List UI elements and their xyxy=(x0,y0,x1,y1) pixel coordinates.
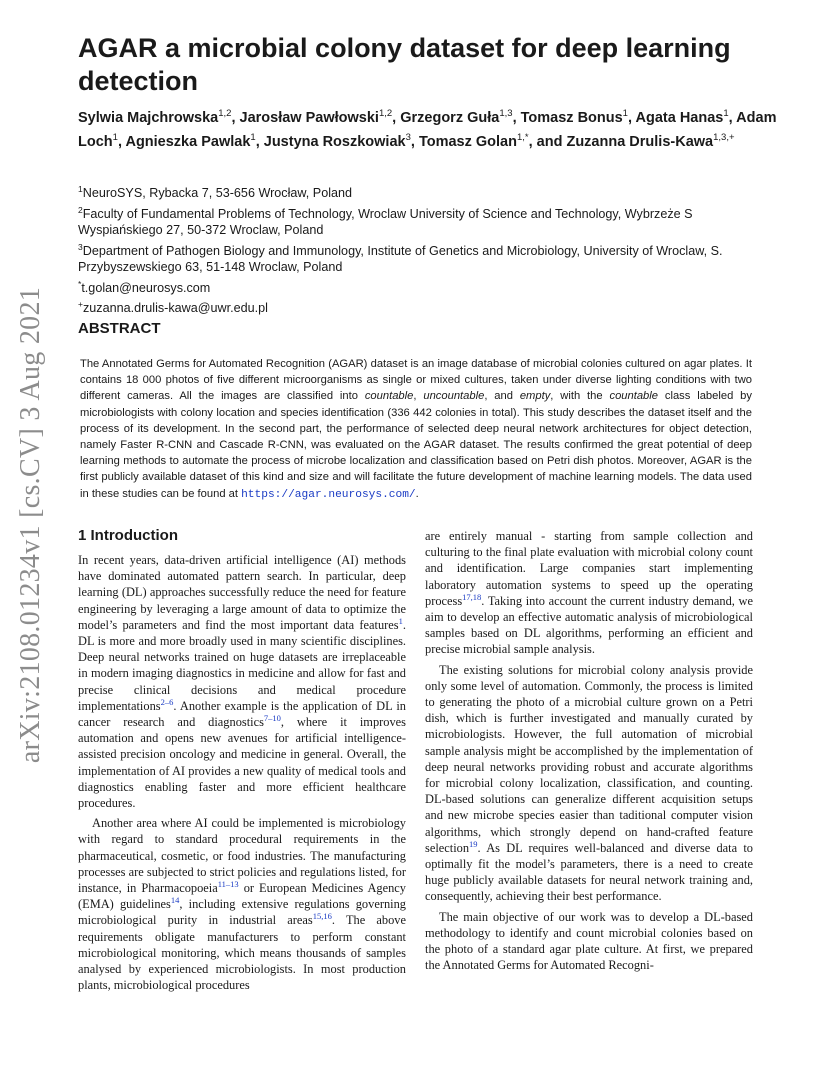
author-separator: , xyxy=(627,109,636,126)
body-text: are entirely manual - starting from sample collection and culturing to the final plate evaluation with microbial colony count and identification. Large companies start implementing laboratory automation systems to speed up the operating process xyxy=(425,529,753,608)
citation-link[interactable]: 19 xyxy=(469,838,478,849)
author-name: Grzegorz Guła xyxy=(400,109,500,126)
author-affiliation-marks: 3 xyxy=(405,131,411,143)
affiliation-text[interactable]: t.golan@neurosys.com xyxy=(81,280,211,295)
citation-link[interactable]: 11–13 xyxy=(217,878,239,889)
citation-link[interactable]: 14 xyxy=(170,895,180,906)
author-separator: , xyxy=(512,109,521,126)
arxiv-identifier-stamp xyxy=(12,286,50,764)
abstract-text: , with the xyxy=(550,390,610,403)
author-affiliation-marks: 1,* xyxy=(516,131,529,143)
paper-title: AGAR a microbial colony dataset for deep learning detection xyxy=(78,33,731,96)
affiliation-mark: 1 xyxy=(78,184,83,194)
abstract-text: , and xyxy=(484,390,520,403)
section-heading-introduction: 1 Introduction xyxy=(78,527,178,544)
dataset-url-link[interactable]: https://agar.neurosys.com/ xyxy=(241,488,416,501)
affiliation-item xyxy=(78,276,778,297)
affiliation-mark: 2 xyxy=(78,204,83,215)
citation-link[interactable]: 17,18 xyxy=(462,591,482,602)
author-name: Agnieszka Pawlak xyxy=(125,133,251,150)
affiliation-text: Department of Pathogen Biology and Immunology, Institute of Genetics and Microbiology, University of Wroclaw, S. Przybyszewskiego 63, 51-148 Wroclaw, Poland xyxy=(78,243,723,275)
author-affiliation-marks: 1,3,+ xyxy=(713,131,735,143)
author-separator: , xyxy=(392,109,401,126)
author-affiliation-marks: 1,2 xyxy=(218,108,232,119)
affiliation-mark: 3 xyxy=(78,241,83,252)
body-text: . The above requirements obligate manufacturers to perform constant microbiological monitoring, which means thousands of samples analysed by experienced microbiologists. In most production plants, microbiological procedures xyxy=(78,913,407,993)
author-name: Sylwia Majchrowska xyxy=(78,109,219,126)
author-name: Tomasz Golan xyxy=(418,133,517,150)
author-separator: , and xyxy=(528,133,567,150)
body-paragraph xyxy=(78,815,406,993)
affiliation-list xyxy=(78,181,778,317)
citation-link[interactable]: 15,16 xyxy=(312,911,332,922)
body-paragraph xyxy=(425,662,753,905)
abstract-emphasis: uncountable xyxy=(423,390,485,403)
body-paragraph xyxy=(425,528,753,658)
affiliation-text[interactable]: zuzanna.drulis-kawa@uwr.edu.pl xyxy=(82,301,268,316)
abstract-emphasis: empty xyxy=(519,390,551,403)
body-text: . As DL requires well-balanced and diverse data to optimally fit the model’s parameters, there is a need to create huge publicly available datasets for neural network training and, consequently, achieving their best performance. xyxy=(425,840,753,904)
citation-link[interactable]: 2–6 xyxy=(160,696,174,707)
arxiv-identifier-text: arXiv:2108.01234v1 [cs.CV] 3 Aug 2021 xyxy=(15,286,46,764)
abstract-emphasis: countable xyxy=(364,390,414,403)
author-affiliation-marks: 1,2 xyxy=(378,108,393,119)
affiliation-text: NeuroSYS, Rybacka 7, 53-656 Wrocław, Poland xyxy=(82,186,353,201)
abstract-text: class labeled by microbiologists with colony location and species identification (336 442 colonies in total). This study describes the dataset itself and the process of its development. In the second part, the performance of selected deep neural network architectures for object detection, namely Faster R-CNN and Cascade R-CNN, was evaluated on the AGAR dataset. The results confirmed the great potential of deep learning methods to automate the process of microbe localization and classification based on Petri dish photos. Moreover, AGAR is the first publicly available dataset of this kind and size and will facilitate the future development of machine learning models. The data used in these studies can be found at xyxy=(80,390,752,500)
author-name: Tomasz Bonus xyxy=(520,109,623,126)
body-text: In recent years, data-driven artificial intelligence (AI) methods have dominated automated pattern search. In particular, deep learning (DL) approaches successfully reduce the need for feature engineering by leveraging a large amount of data to optimize the model’s parameters and find the most important data features xyxy=(78,553,406,632)
right-column-paragraphs xyxy=(425,528,753,973)
affiliation-item xyxy=(78,239,778,276)
author-name: Jarosław Pawłowski xyxy=(239,109,379,126)
affiliation-mark: * xyxy=(78,278,82,289)
author-separator: , xyxy=(255,133,264,150)
author-list xyxy=(78,104,778,152)
affiliation-mark: + xyxy=(78,299,83,310)
body-text: . DL is more and more broadly used in many scientific disciplines. Deep neural networks trained on huge datasets are irreplaceable in modern imaging diagnostics in medicine and allow for fast and precise clinical decisions and medical procedure implementations xyxy=(78,617,406,713)
body-text: , including extensive regulations governing microbiological purity in industrial areas xyxy=(78,897,406,928)
author-separator: , xyxy=(410,133,419,150)
author-affiliation-marks: 1 xyxy=(112,131,118,143)
abstract-emphasis: countable xyxy=(609,390,658,403)
affiliation-item xyxy=(78,181,778,202)
citation-link[interactable]: 7–10 xyxy=(263,712,281,723)
abstract-body xyxy=(80,356,752,503)
body-paragraph xyxy=(78,552,406,811)
left-column-paragraphs xyxy=(78,552,406,993)
author-separator: , xyxy=(117,133,126,150)
affiliation-item xyxy=(78,202,778,239)
author-separator: , xyxy=(728,109,737,126)
affiliation-item xyxy=(78,296,778,317)
author-name: Justyna Roszkowiak xyxy=(263,133,406,150)
citation-link[interactable]: 1 xyxy=(398,615,403,626)
author-affiliation-marks: 1 xyxy=(250,131,256,143)
abstract-text: The Annotated Germs for Automated Recognition (AGAR) dataset is an image database of microbial colonies cultured on agar plates. It contains 18 000 photos of five different microorganisms as single or mixed cultures, taken under diverse lighting conditions with two different cameras. All the images are classified into xyxy=(80,358,752,403)
affiliation-text: Faculty of Fundamental Problems of Technology, Wroclaw University of Science and Technology, Wybrzeże S Wyspiańskiego 27, 50-372 Wroclaw, Poland xyxy=(78,206,693,238)
author-affiliation-marks: 1,3 xyxy=(499,108,513,119)
abstract-heading: ABSTRACT xyxy=(78,320,161,337)
body-text: . Another example is the application of DL in cancer research and diagnostics xyxy=(78,698,406,730)
body-text: . Taking into account the current industry demand, we aim to develop an effective automatic analysis of microbiological samples based on DL algorithms, performing an efficient and precise microbial sample analysis. xyxy=(425,593,753,657)
left-column xyxy=(78,526,406,993)
abstract-text: , xyxy=(413,390,424,403)
body-text: Another area where AI could be implemented is microbiology with regard to standard procedural requirements in the pharmaceutical, cosmetic, or food industries. The manufacturing processes are subjected to strict policies and regulations listed, for instance, in Pharmacopoeia xyxy=(78,816,406,896)
body-text: The main objective of our work was to develop a DL-based methodology to identify and count microbial colonies based on the photo of a standard agar plate culture. At first, we prepared the Annotated Germs for Automated Recogni- xyxy=(425,909,753,973)
body-text: or European Medicines Agency (EMA) guidelines xyxy=(78,881,407,912)
author-separator: , xyxy=(231,109,240,126)
abstract-text: . xyxy=(415,487,419,500)
right-column xyxy=(425,528,753,973)
author-name: Agata Hanas xyxy=(635,109,724,126)
body-text: The existing solutions for microbial colony analysis provide only some level of automation. Commonly, the process is limited to generating the photo of a microbial culture grown on a Petri dish, which is further investigated and manually curated by microbiologists. However, the full automation of microbial sample analysis might be accomplished by the implementation of deep neural networks providing robust and accurate algorithms for microbial colony localization, classification, and counting. DL-based solutions can generalize different acquisition setups and new microbe species easier than taditional computer vision algorithms, which strongly depend on hand-crafted feature selection xyxy=(425,662,753,855)
author-name: Adam Loch xyxy=(78,109,777,150)
author-affiliation-marks: 1 xyxy=(622,108,628,119)
body-paragraph xyxy=(425,909,753,974)
author-affiliation-marks: 1 xyxy=(723,108,729,119)
author-name: Zuzanna Drulis-Kawa xyxy=(566,133,714,150)
body-text: , where it improves automation and opens new avenues for artificial intelligence-assisted precision oncology and medicine in general. Overall, the implementation of AI provides a new quality of medical tools and diagnostics enabling faster and more efficient healthcare procedures. xyxy=(78,715,406,811)
